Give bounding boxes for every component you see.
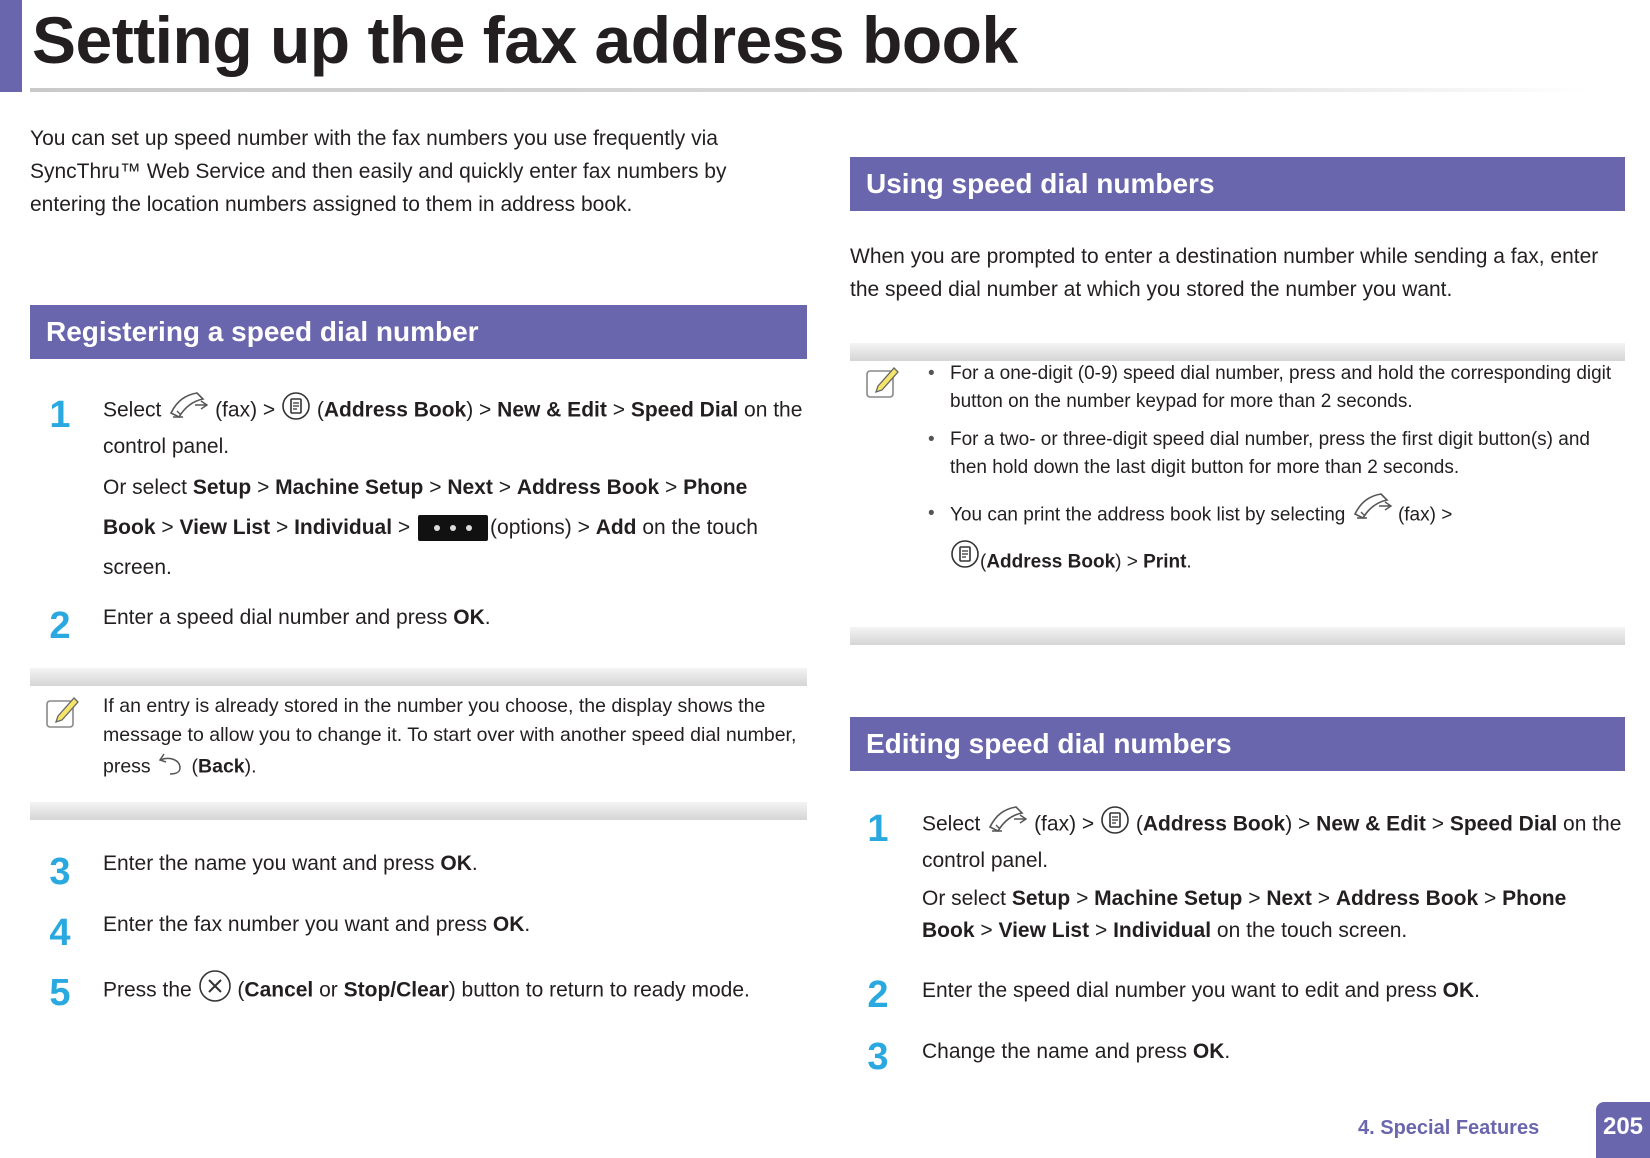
menu-cancel: Cancel bbox=[244, 978, 314, 1002]
editing-step-1-alt bbox=[922, 883, 1622, 947]
separator: > bbox=[429, 476, 442, 499]
bullet-dot: • bbox=[928, 503, 935, 524]
menu-view-list: View List bbox=[998, 919, 1090, 942]
separator: > bbox=[1248, 887, 1261, 910]
note-top-bar bbox=[30, 668, 807, 686]
note-bullet-3 bbox=[928, 492, 1623, 586]
punctuation: . bbox=[524, 913, 531, 936]
note-bottom-bar bbox=[850, 627, 1625, 645]
menu-ok: OK bbox=[453, 606, 485, 629]
note-text: (fax) > bbox=[1397, 504, 1453, 526]
menu-stop-clear: Stop/Clear bbox=[343, 978, 449, 1002]
punctuation: . bbox=[1186, 551, 1192, 573]
menu-individual: Individual bbox=[294, 516, 393, 539]
footer-chapter: 4. Special Features bbox=[1358, 1117, 1540, 1139]
back-icon bbox=[156, 750, 186, 785]
fax-icon bbox=[1351, 492, 1393, 539]
note-top-bar bbox=[850, 343, 1625, 361]
note-text: ( bbox=[980, 551, 987, 573]
cancel-icon bbox=[198, 969, 232, 1013]
intro-paragraph: You can set up speed number with the fax numbers you use frequently via SyncThru™ Web Service and then easily and quickly enter fax numbers by entering the location numbers assigned to them in address book. bbox=[30, 127, 727, 216]
menu-speed-dial: Speed Dial bbox=[630, 398, 739, 422]
punctuation: . bbox=[1474, 979, 1481, 1002]
menu-setup: Setup bbox=[192, 476, 252, 499]
menu-ok: OK bbox=[492, 913, 525, 936]
separator: > bbox=[665, 476, 678, 499]
punctuation: . bbox=[1224, 1040, 1231, 1063]
step-text: Enter the speed dial number you want to edit and press bbox=[922, 979, 1437, 1002]
address-book-icon bbox=[281, 391, 311, 431]
menu-setup: Setup bbox=[1011, 887, 1071, 910]
note-using bbox=[928, 360, 1623, 596]
note-text: For a two- or three-digit speed dial number, press the first digit button(s) and then hold down the last digit button for more than 2 seconds. bbox=[950, 429, 1590, 478]
separator: > bbox=[275, 516, 289, 539]
menu-address-book: Address Book bbox=[1142, 812, 1286, 836]
address-book-icon bbox=[950, 539, 980, 586]
step-text: Press the bbox=[103, 978, 192, 1002]
step-number-5: 5 bbox=[49, 972, 71, 1014]
punctuation: . bbox=[471, 852, 478, 875]
menu-address-book: Address Book bbox=[986, 551, 1116, 573]
step-text: Change the name and press bbox=[922, 1040, 1188, 1063]
section-header-registering: Registering a speed dial number bbox=[30, 305, 807, 359]
menu-address-book: Address Book bbox=[323, 398, 467, 422]
step-text: ( bbox=[237, 978, 245, 1002]
menu-back: Back bbox=[198, 755, 245, 778]
step-text: on the control panel. bbox=[103, 398, 803, 458]
step-text: Select bbox=[103, 398, 162, 422]
menu-view-list: View List bbox=[179, 516, 271, 539]
step-number-2: 2 bbox=[49, 605, 71, 647]
step-text: or bbox=[319, 978, 338, 1002]
menu-machine-setup: Machine Setup bbox=[275, 476, 424, 499]
menu-print: Print bbox=[1143, 551, 1187, 573]
menu-address-book: Address Book bbox=[516, 476, 660, 499]
separator: > bbox=[161, 516, 174, 539]
menu-individual: Individual bbox=[1113, 919, 1212, 942]
note-icon bbox=[44, 694, 80, 730]
menu-ok: OK bbox=[1192, 1040, 1225, 1063]
menu-add: Add bbox=[595, 516, 637, 539]
step-number-3: 3 bbox=[49, 851, 71, 893]
note-text: You can print the address book list by selecting bbox=[950, 504, 1346, 526]
fax-icon bbox=[167, 391, 209, 431]
menu-speed-dial: Speed Dial bbox=[1449, 812, 1558, 836]
note-bottom-bar bbox=[30, 802, 807, 820]
note-text: If an entry is already stored in the number you choose, the display shows the message to allow you to change it. To start over with another speed dial number, press bbox=[103, 695, 797, 778]
note-text: ) > bbox=[1115, 551, 1138, 573]
step-number-3: 3 bbox=[867, 1036, 889, 1078]
step-number-2: 2 bbox=[867, 974, 889, 1016]
menu-new-edit: New & Edit bbox=[497, 398, 607, 422]
register-step-3 bbox=[103, 848, 803, 880]
step-number-1: 1 bbox=[867, 808, 889, 850]
separator: > bbox=[1317, 887, 1330, 910]
note-bullet-list bbox=[928, 360, 1623, 586]
editing-step-1 bbox=[922, 805, 1622, 877]
fax-icon bbox=[986, 805, 1028, 845]
step-text: ) > bbox=[1285, 812, 1311, 836]
note-icon bbox=[864, 364, 900, 400]
using-paragraph: When you are prompted to enter a destination number while sending a fax, enter the speed dial number at which you stored the number you want. bbox=[850, 245, 1599, 301]
separator: > bbox=[1094, 919, 1108, 942]
step-text: Or select bbox=[103, 476, 188, 499]
note-register bbox=[103, 692, 803, 785]
step-text: Or select bbox=[922, 887, 1007, 910]
step-text: Enter a speed dial number and press bbox=[103, 606, 448, 629]
separator: > bbox=[1431, 812, 1444, 836]
step-text: Select bbox=[922, 812, 981, 836]
menu-phone-book: Phone Book bbox=[103, 476, 748, 539]
menu-ok: OK bbox=[440, 852, 472, 875]
note-text: For a one-digit (0-9) speed dial number, press and hold the corresponding digit button on the number keypad for more than 2 seconds. bbox=[950, 363, 1612, 412]
step-number-1: 1 bbox=[49, 394, 71, 436]
step-text: (fax) > bbox=[215, 398, 276, 422]
note-bullet-1 bbox=[928, 360, 1623, 416]
separator: > bbox=[612, 398, 625, 422]
register-step-2 bbox=[103, 602, 803, 634]
section-header-using: Using speed dial numbers bbox=[850, 157, 1625, 211]
page-number: 205 bbox=[1596, 1102, 1650, 1158]
separator: > bbox=[980, 919, 993, 942]
note-text: ( bbox=[191, 755, 199, 778]
separator: > bbox=[257, 476, 270, 499]
step-text: ) button to return to ready mode. bbox=[448, 978, 750, 1002]
punctuation: . bbox=[484, 606, 491, 629]
step-text: on the control panel. bbox=[922, 812, 1622, 872]
editing-step-3 bbox=[922, 1036, 1622, 1068]
section-header-editing: Editing speed dial numbers bbox=[850, 717, 1625, 771]
menu-next: Next bbox=[1266, 887, 1312, 910]
separator: > bbox=[1484, 887, 1497, 910]
register-step-1-alt bbox=[103, 468, 803, 588]
separator: > bbox=[498, 476, 511, 499]
register-step-4 bbox=[103, 909, 803, 941]
title-accent-bar bbox=[0, 0, 22, 92]
title-rule bbox=[30, 88, 1590, 92]
step-text: Enter the fax number you want and press bbox=[103, 913, 488, 936]
register-step-1 bbox=[103, 391, 803, 463]
menu-new-edit: New & Edit bbox=[1316, 812, 1426, 836]
menu-ok: OK bbox=[1442, 979, 1475, 1002]
menu-machine-setup: Machine Setup bbox=[1094, 887, 1243, 910]
separator: > bbox=[1076, 887, 1089, 910]
menu-phone-book: Phone Book bbox=[922, 887, 1567, 942]
bullet-dot: • bbox=[928, 363, 935, 384]
step-text: Enter the name you want and press bbox=[103, 852, 435, 875]
address-book-icon bbox=[1100, 805, 1130, 845]
step-text: (options) > bbox=[490, 516, 590, 539]
step-text: on the touch screen. bbox=[103, 516, 758, 579]
step-text: (fax) > bbox=[1034, 812, 1095, 836]
page-title: Setting up the fax address book bbox=[32, 3, 1018, 77]
step-text: on the touch screen. bbox=[1216, 919, 1408, 942]
step-text: ) > bbox=[466, 398, 492, 422]
separator: > bbox=[397, 516, 411, 539]
step-text: ( bbox=[1135, 812, 1143, 836]
menu-next: Next bbox=[447, 476, 493, 499]
step-number-4: 4 bbox=[49, 912, 71, 954]
note-text: ). bbox=[244, 755, 257, 778]
menu-address-book: Address Book bbox=[1335, 887, 1479, 910]
note-bullet-2 bbox=[928, 426, 1623, 482]
step-text: ( bbox=[316, 398, 324, 422]
options-icon bbox=[418, 515, 488, 541]
editing-step-2 bbox=[922, 975, 1622, 1007]
register-step-5 bbox=[103, 969, 803, 1013]
bullet-dot: • bbox=[928, 429, 935, 450]
